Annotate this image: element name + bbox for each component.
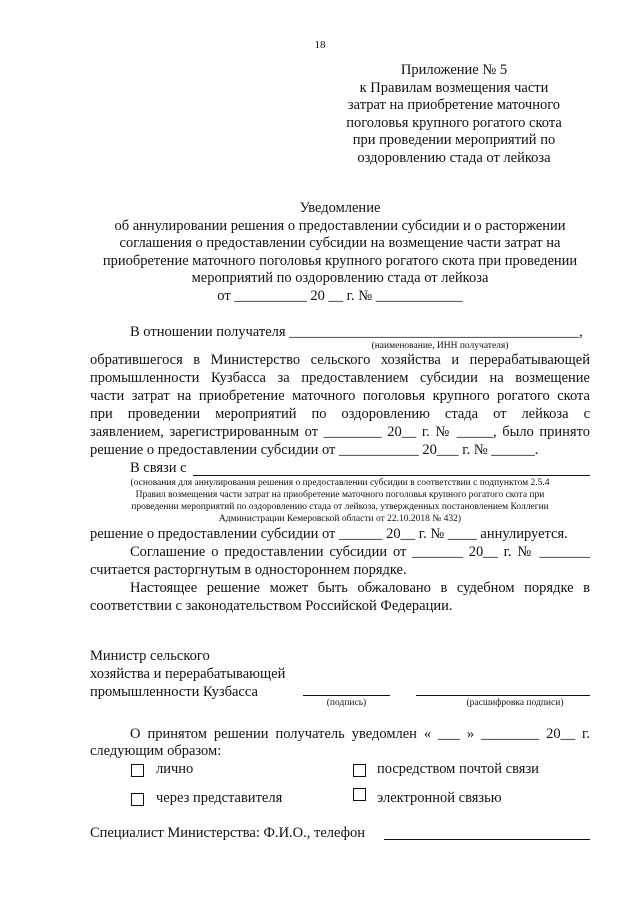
notice-title-line: об аннулировании решения о предоставлении субсидии и о расторжении [114,217,566,234]
signature-title-line: Министр сельского [90,648,210,664]
signature-decode-blank-line[interactable] [416,695,590,696]
signature-title-line: промышленности Кузбасса [90,684,258,700]
signature-title-line: хозяйства и перерабатывающей [90,666,286,682]
paragraph-line: заявлением, зарегистрированным от ________ 20__ г. № _____, было принято [90,424,590,440]
notice-title-line: приобретение маточного поголовья крупного рогатого скота при проведении [102,252,578,269]
appendix-block [334,62,574,167]
signature-decode-note: (расшифровка подписи) [466,698,564,708]
recipient-line: В отношении получателя ________________________________________, [130,324,583,340]
paragraph-line: обратившегося в Министерство сельского хозяйства и перерабатывающей [90,352,590,368]
checkbox-in-person[interactable] [131,764,144,777]
appendix-line: поголовья крупного рогатого скота [346,114,562,131]
notice-title-line: соглашения о предоставлении субсидии на возмещение части затрат на [119,235,561,251]
notice-date-line: от __________ 20 __ г. № ____________ [217,287,463,304]
checkbox-label: посредством почтой связи [377,761,539,777]
checkbox-post[interactable] [353,764,366,777]
notice-title-line: мероприятий по оздоровлению стада от лейкоза [191,270,489,286]
paragraph-line: при проведении мероприятий по оздоровлению стада от лейкоза с [90,406,590,422]
paragraph-line: промышленности Кузбасса за предоставлением субсидии на возмещение [90,370,590,386]
notice-title-block [90,200,590,305]
appendix-line: затрат на приобретение маточного [347,97,561,113]
agreement-line: считается расторгнутым в одностороннем порядке. [90,562,407,578]
specialist-blank-line[interactable] [384,839,590,840]
appendix-line: при проведении мероприятий по [352,132,556,148]
signature-blank-line[interactable] [303,695,390,696]
reason-note [90,477,590,525]
paragraph-line: решение о предоставлении субсидии от ___________ 20___ г. № ______. [90,442,539,458]
reason-prefix: В связи с [130,460,187,476]
checkbox-label: через представителя [156,790,283,806]
checkbox-electronic[interactable] [353,788,366,801]
appeal-line: Настоящее решение может быть обжаловано в судебном порядке в [130,580,590,596]
checkbox-representative[interactable] [131,793,144,806]
checkbox-label: электронной связью [377,790,502,806]
appeal-line: соответствии с законодательством Российской Федерации. [90,598,453,614]
notification-line: следующим образом: [90,743,222,759]
notice-heading: Уведомление [299,200,381,216]
decision-line: решение о предоставлении субсидии от ______ 20__ г. № ____ аннулируется. [90,526,568,542]
agreement-line: Соглашение о предоставлении субсидии от _______ 20__ г. № _______ [130,544,590,560]
reason-note-line: (основания для аннулирования решения о предоставлении субсидии в соответствии с подпунктом 2.5.4 [130,478,550,488]
appendix-line: оздоровлению стада от лейкоза [357,149,551,166]
specialist-label: Специалист Министерства: Ф.И.О., телефон [90,825,366,841]
notification-line: О принятом решении получатель уведомлен « ___ » ________ 20__ г. [130,726,590,742]
paragraph-line: части затрат на приобретение маточного поголовья крупного рогатого скота [90,388,590,404]
reason-note-line: Правил возмещения части затрат на приобретение маточного поголовья крупного рогатого скота при [135,490,545,500]
page-number: 18 [314,39,326,51]
signature-note: (подпись) [326,698,367,708]
reason-note-line: проведении мероприятий по оздоровлению стада от лейкоза, утвержденных постановлением Коллегии [131,502,549,512]
reason-note-line: Администрации Кемеровской области от 22.10.2018 № 432) [218,514,462,524]
appendix-line: Приложение № 5 [400,62,508,78]
recipient-note: (наименование, ИНН получателя) [371,341,509,351]
checkbox-label: лично [156,761,194,777]
appendix-line: к Правилам возмещения части [359,79,549,96]
reason-blank-line [193,475,590,476]
